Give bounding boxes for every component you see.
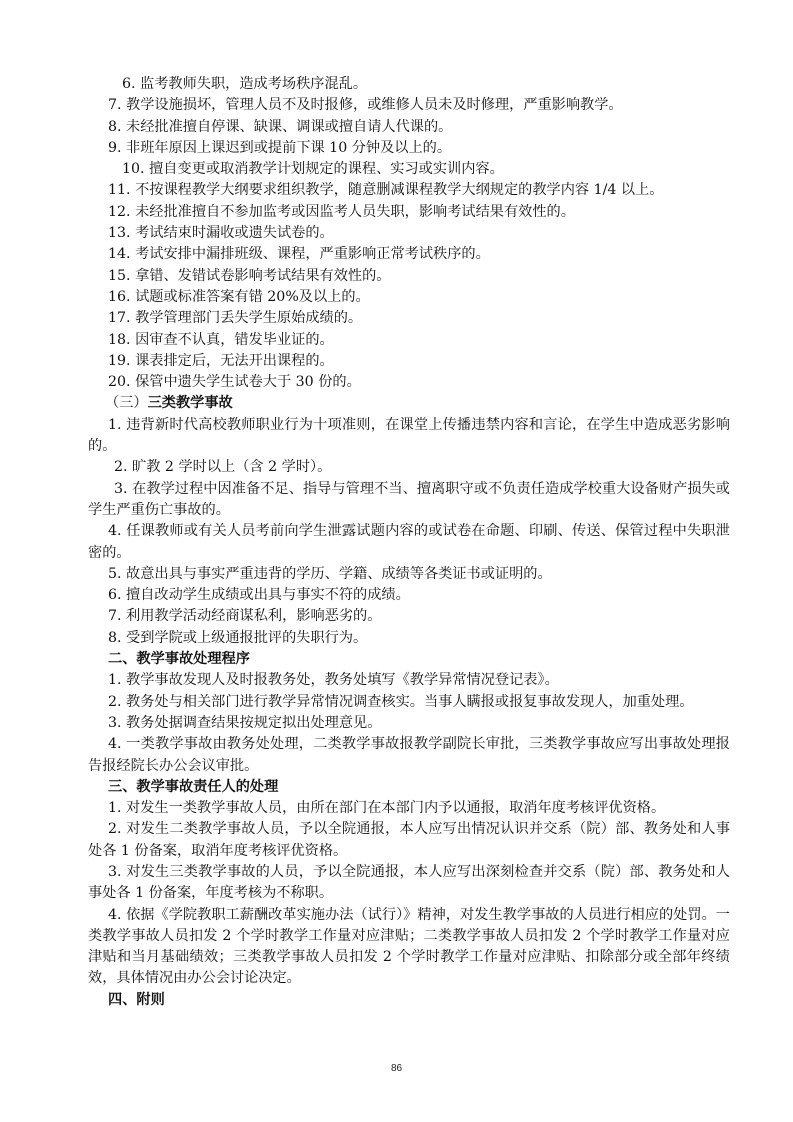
section-heading: 二、教学事故处理程序 [108, 651, 250, 668]
list-item: 2. 教务处与相关部门进行教学异常情况调查核实。当事人瞒报或报复事故发现人，加重处理。 [108, 693, 694, 710]
section-heading [88, 393, 730, 414]
list-item: 4. 依据《学院教职工薪酬改革实施办法（试行）》精神，对发生教学事故的人员进行相应的处罚。一类教学事故人员扣发 2 个学时教学工作量对应津贴；二类教学事故人员扣发 2 个学时教学工作量对应津贴和当月基础绩效；三类教学事故人员扣发 2 个学时教学工作量对应津贴、扣除部分或全部年终绩效，具体情况由办公会讨论决定。 [88, 906, 730, 987]
list-item: 4. 任课教师或有关人员考前向学生泄露试题内容的或试卷在命题、印刷、传送、保管过程中失职泄密的。 [88, 523, 730, 561]
list-item: 4. 一类教学事故由教务处处理，二类教学事故报教学副院长审批，三类教学事故应写出事故处理报告报经院长办公会议审批。 [88, 736, 730, 774]
list-item: 7. 教学设施损坏，管理人员不及时报修，或维修人员未及时修理，严重影响教学。 [108, 97, 623, 114]
section-heading: 四、附则 [108, 991, 165, 1008]
list-item: 8. 未经批准擅自停课、缺课、调课或擅自请人代课的。 [108, 118, 453, 135]
section-title: 三类教学事故 [147, 395, 233, 412]
section-heading: 三、教学事故责任人的处理 [108, 778, 279, 795]
list-item: 19. 课表排定后，无法开出课程的。 [108, 352, 334, 369]
list-item: 2. 旷教 2 学时以上（含 2 学时）。 [114, 459, 332, 476]
list-item: 6. 监考教师失职，造成考场秩序混乱。 [122, 76, 368, 92]
list-item: 7. 利用教学活动经商谋私利，影响恶劣的。 [108, 608, 382, 625]
list-item: 1. 违背新时代高校教师职业行为十项准则，在课堂上传播违禁内容和言论，在学生中造成恶劣影响的。 [88, 416, 730, 455]
list-item: 14. 考试安排中漏排班级、课程，严重影响正常考试秩序的。 [108, 246, 490, 263]
list-item: 3. 教务处据调查结果按规定拟出处理意见。 [108, 714, 382, 731]
list-item: 16. 试题或标准答案有错 20%及以上的。 [108, 288, 370, 305]
list-item: 17. 教学管理部门丢失学生原始成绩的。 [108, 310, 363, 327]
list-item: 12. 未经批准擅自不参加监考或因监考人员失职，影响考试结果有效性的。 [108, 203, 575, 220]
list-item: 8. 受到学院或上级通报批评的失职行为。 [108, 629, 368, 646]
list-item: 3. 对发生三类教学事故的人员，予以全院通报，本人应写出深刻检查并交系（院）部、教务处和人事处各 1 份备案，年度考核为不称职。 [88, 863, 730, 902]
list-item: 3. 在教学过程中因准备不足、指导与管理不当、擅离职守或不负责任造成学校重大设备财产损失或学生严重伤亡事故的。 [88, 480, 730, 518]
list-item: 6. 擅自改动学生成绩或出具与事实不符的成绩。 [108, 587, 410, 604]
page-content [88, 74, 730, 1011]
list-item: 1. 对发生一类教学事故人员，由所在部门在本部门内予以通报，取消年度考核评优资格。 [108, 800, 666, 817]
list-item: 20. 保管中遗失学生试卷大于 30 份的。 [108, 374, 361, 391]
list-item: 15. 拿错、发错试卷影响考试结果有效性的。 [108, 267, 391, 284]
list-item: 18. 因审查不认真，错发毕业证的。 [108, 331, 334, 348]
list-item: 2. 对发生二类教学事故人员，予以全院通报，本人应写出情况认识并交系（院）部、教务处和人事处各 1 份备案，取消年度考核评优资格。 [88, 821, 730, 859]
list-item: 1. 教学事故发现人及时报教务处，教务处填写《教学异常情况登记表》。 [108, 672, 559, 689]
page-number: 86 [390, 1063, 403, 1074]
section-prefix: （三） [105, 395, 148, 412]
list-item: 9. 非班年原因上课迟到或提前下课 10 分钟及以上的。 [108, 139, 452, 156]
list-item: 11. 不按课程教学大纲要求组织教学，随意删减课程教学大纲规定的教学内容 1/4 以上。 [108, 182, 664, 199]
list-item: 5. 故意出具与事实严重违背的学历、学籍、成绩等各类证书或证明的。 [108, 565, 552, 582]
list-item: 10. 擅自变更或取消教学计划规定的课程、实习或实训内容。 [122, 161, 504, 178]
list-item: 13. 考试结束时漏收或遗失试卷的。 [108, 225, 334, 242]
